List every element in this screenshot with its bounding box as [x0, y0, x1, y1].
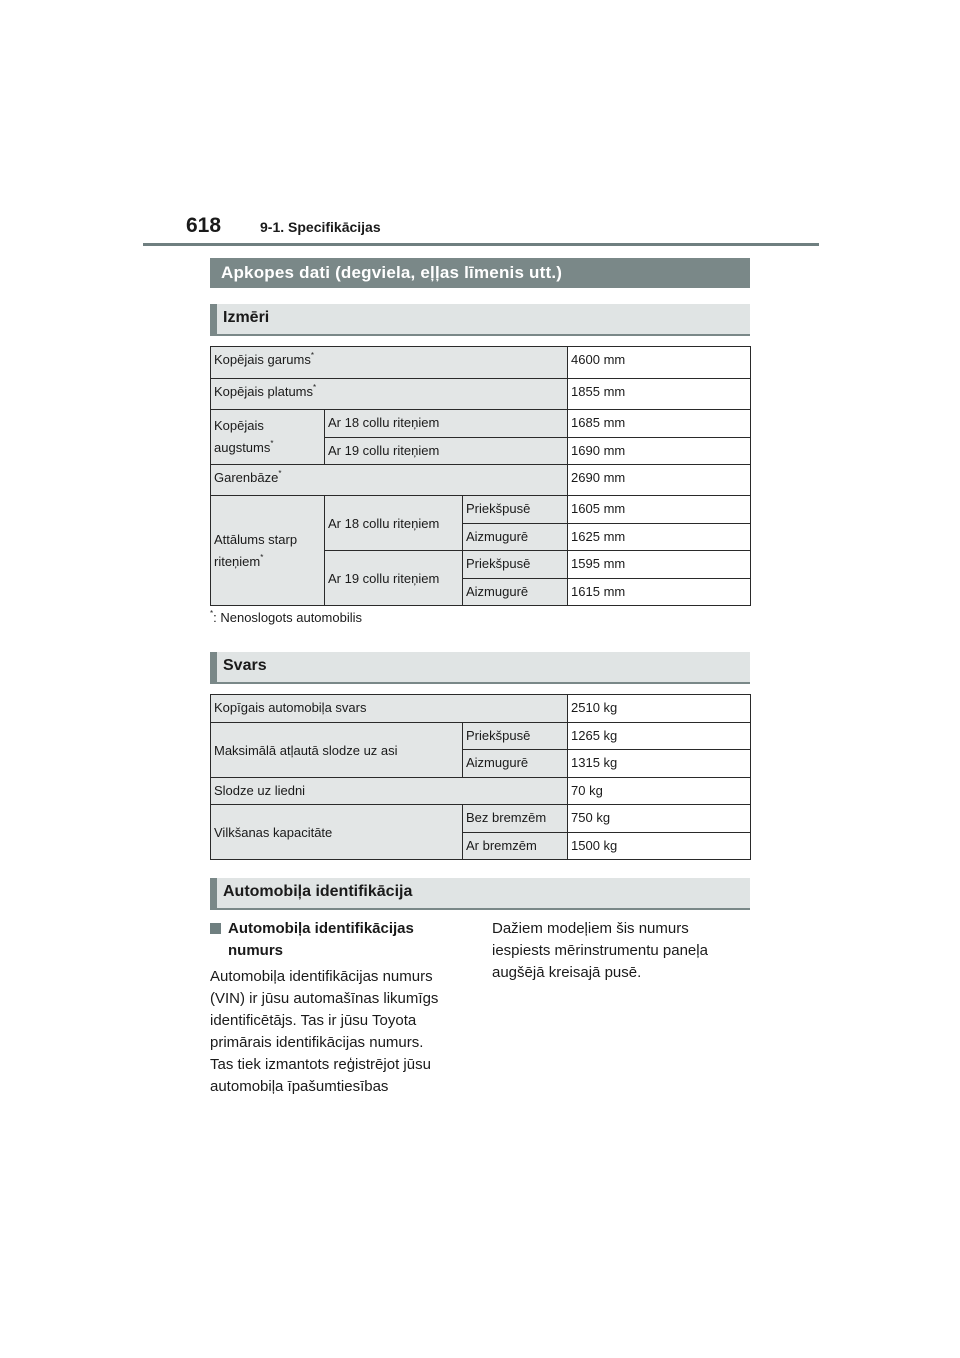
footnote: *: Nenoslogots automobilis [210, 609, 362, 625]
row-value: 1595 mm [568, 551, 751, 579]
table-row [211, 723, 751, 750]
side-label: Priekšpusē [463, 723, 568, 750]
vin-paragraph-right: Dažiem modeļiem šis numurs iespiests mērinstrumentu paneļa augšējā kreisajā pusē. [492, 920, 708, 981]
chapter-title: 9-1. Specifikācijas [260, 219, 381, 235]
variant-label: Ar 19 collu riteņiem [325, 551, 463, 606]
page-number: 618 [186, 214, 222, 237]
row-label: Kopējais platums* [211, 379, 568, 410]
vin-subheading: Automobiļa identifikācijas numurs [210, 918, 460, 962]
row-label: Maksimālā atļautā slodze uz asi [211, 723, 463, 778]
variant-label: Ar 18 collu riteņiem [325, 496, 463, 551]
row-value: 1500 kg [568, 833, 751, 860]
row-label: Kopīgais automobiļa svars [211, 695, 568, 723]
row-label: Kopējais garums* [211, 347, 568, 379]
type-label: Bez bremzēm [463, 805, 568, 833]
row-value: 1625 mm [568, 524, 751, 551]
table-row [211, 347, 751, 379]
row-label: Kopējais augstums* [211, 410, 325, 465]
side-label: Aizmugurē [463, 579, 568, 606]
row-value: 750 kg [568, 805, 751, 833]
identification-heading: Automobiļa identifikācija [210, 878, 750, 910]
type-label: Ar bremzēm [463, 833, 568, 860]
row-value: 4600 mm [568, 347, 751, 379]
vin-paragraph-left: Automobiļa identifikācijas numurs (VIN) ir jūsu automašīnas likumīgs identificētājs. Tas ir jūsu Toyota primārais identifikācijas numurs. Tas tiek izmantots reģistrējot jūsu automobiļa īpašumtiesības [210, 968, 439, 1095]
square-bullet-icon [210, 923, 221, 934]
weight-table [210, 694, 751, 860]
section-title: Apkopes dati (degviela, eļļas līmenis utt.) [210, 258, 750, 288]
side-label: Priekšpusē [463, 496, 568, 524]
dimensions-heading: Izmēri [210, 304, 750, 336]
row-value: 2690 mm [568, 465, 751, 496]
row-label: Vilkšanas kapacitāte [211, 805, 463, 860]
side-label: Aizmugurē [463, 750, 568, 778]
row-value: 1265 kg [568, 723, 751, 750]
row-value: 1685 mm [568, 410, 751, 438]
row-label: Garenbāze* [211, 465, 568, 496]
table-row [211, 465, 751, 496]
table-row [211, 695, 751, 723]
row-value: 1315 kg [568, 750, 751, 778]
weight-heading: Svars [210, 652, 750, 684]
variant-label: Ar 19 collu riteņiem [325, 438, 568, 465]
row-label: Attālums starp riteņiem* [211, 496, 325, 606]
row-value: 1855 mm [568, 379, 751, 410]
table-row [211, 379, 751, 410]
row-value: 1605 mm [568, 496, 751, 524]
table-row [211, 496, 751, 524]
row-value: 70 kg [568, 778, 751, 805]
header-rule [143, 243, 819, 246]
row-label: Slodze uz liedni [211, 778, 568, 805]
dimensions-table [210, 346, 751, 606]
row-value: 1615 mm [568, 579, 751, 606]
side-label: Priekšpusē [463, 551, 568, 579]
row-value: 2510 kg [568, 695, 751, 723]
variant-label: Ar 18 collu riteņiem [325, 410, 568, 438]
side-label: Aizmugurē [463, 524, 568, 551]
table-row [211, 805, 751, 833]
table-row [211, 410, 751, 438]
table-row [211, 778, 751, 805]
row-value: 1690 mm [568, 438, 751, 465]
